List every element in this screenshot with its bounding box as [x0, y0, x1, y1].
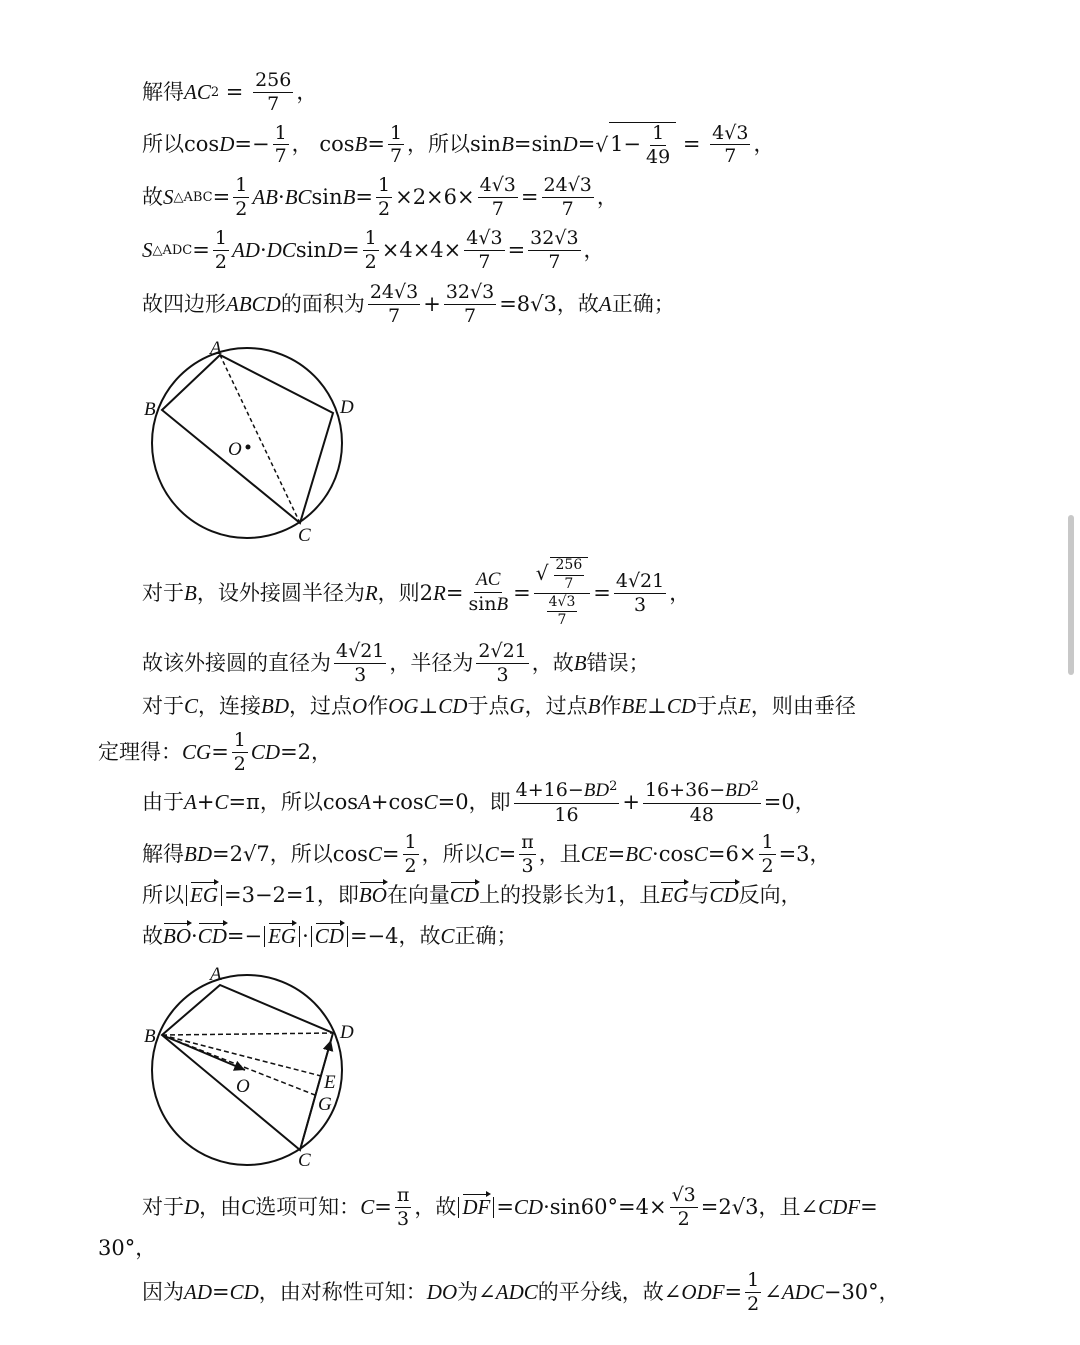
eq-line-12: 所以 EG =3−2=1 ，即 BO 在向量 CD 上的投影长为1，且 EG 与 CD 反向，: [142, 883, 802, 907]
label-a: A: [210, 338, 222, 359]
eq-line-9: 定理得： CG = $\frac{1}{2}$ CD =2，: [98, 729, 333, 775]
text: ，设外接圆半径为: [196, 580, 365, 605]
label-c: C: [298, 525, 311, 545]
text: 在向量: [386, 883, 450, 907]
text: ，即: [316, 883, 359, 907]
text: ，连接: [198, 694, 262, 718]
text: 所以: [142, 132, 184, 157]
text: 正确；: [454, 924, 518, 948]
text: 选项可知：: [255, 1194, 361, 1219]
eq-line-11: 解得 BD =2√7 ，所以 cos C = $\frac{1}{2}$ ，所以 C = $\frac{\pi}{3}$ ，且 CE = BC ·cos C =6× $\frac{1}{2}$ =3，: [142, 831, 831, 877]
diagram-quadrilateral-circle-1: [140, 335, 370, 545]
text: 作: [600, 694, 622, 718]
text: 对于: [142, 1194, 184, 1219]
text: 于点: [696, 694, 739, 718]
text: 定理得：: [98, 739, 182, 764]
text: ，故: [398, 924, 441, 948]
text: 故: [142, 184, 163, 209]
text: ，所以: [407, 132, 471, 157]
label-d: D: [340, 1022, 354, 1043]
text: ，故: [414, 1194, 457, 1219]
scrollbar[interactable]: [1068, 515, 1074, 675]
eq-line-14: 对于 D ，由 C 选项可知： C = $\frac{\pi}{3}$ ，故 DF = CD ·sin60°=4× $\frac{√3}{2}$ =2√3 ，且 ∠ CDF =: [142, 1184, 878, 1230]
text: 作: [367, 694, 389, 718]
text: ，所以: [421, 841, 485, 866]
text: 反向，: [738, 883, 802, 907]
eq-line-8: 对于 C ，连接 BD ，过点 O 作 OG ⊥ CD 于点 G ，过点 B 作 BE ⊥ CD 于点 E ，则由垂径: [142, 694, 856, 718]
text: ，过点: [524, 694, 588, 718]
eq-line-5: 故四边形 ABCD 的面积为 $\frac{24√3}{7}$ + $\frac{32√3}{7}$ =8√3 ，故 A 正确；: [142, 281, 675, 327]
text: 上的投影长为1，且: [479, 883, 661, 907]
text: 于点: [467, 694, 510, 718]
text: ，则: [377, 580, 420, 605]
text: 故: [142, 924, 163, 948]
eq-line-6: 对于 B ，设外接圆半径为 R ，则 2 R = $\frac{AC}{\sin B}$ = √ $\frac{256}{7}$ $\frac{4√3}{7}$ = $\frac{4√21}{3}$ ，: [142, 557, 691, 629]
label-g: G: [318, 1094, 332, 1115]
eq-line-4: S △ADC = $\frac{1}{2}$ AD · DC sin D = $\frac{1}{2}$ ×4×4× $\frac{4√3}{7}$ = $\frac{32√3}{7}$ ，: [142, 227, 605, 273]
text: ，则由垂径: [750, 694, 856, 718]
text: 故该外接圆的直径为: [142, 650, 331, 675]
text: ，所以: [269, 841, 333, 866]
eq-line-1: 解得 AC 2 = $\frac{256}{7}$ ，: [142, 69, 318, 115]
text: 的面积为: [280, 291, 365, 316]
text: 解得: [142, 79, 184, 104]
eq-line-2: 所以 cos D =− $\frac{1}{7}$ ， cos B = $\frac{1}{7}$ ，所以 sin B =sin D = √ 1− $\frac{1}{49}$ = $\frac{4√3}{7}$ ，: [142, 121, 775, 168]
text: ，由对称性可知：: [258, 1279, 427, 1304]
label-b: B: [144, 1026, 156, 1047]
line-bd: [162, 1033, 333, 1035]
eq-line-10: 由于 A + C =π ，所以 cos A +cos C =0 ，即 $\frac{4+16-BD^2}{16}$ + $\frac{16+36-BD^2}{48}$ =0，: [142, 779, 816, 826]
eq-line-7: 故该外接圆的直径为 $\frac{4√21}{3}$ ，半径为 $\frac{2√21}{3}$ ，故 B 错误；: [142, 640, 650, 686]
text: ，故: [556, 291, 599, 316]
text: 对于: [142, 580, 184, 605]
circumcircle: [152, 348, 342, 538]
text: 对于: [142, 694, 184, 718]
eq-line-15: [98, 1238, 156, 1259]
text: 与: [688, 883, 710, 907]
label-a: A: [210, 964, 222, 985]
text: ，故: [531, 650, 574, 675]
text: ，由: [199, 1194, 242, 1219]
text: 所以: [142, 883, 184, 907]
center-point: [246, 445, 251, 450]
diagram-quadrilateral-circle-2: [140, 960, 370, 1170]
text: ，过点: [289, 694, 353, 718]
text: 的平分线，故: [537, 1279, 664, 1304]
label-e: E: [324, 1072, 336, 1093]
text: ，半径为: [389, 650, 474, 675]
eq-line-16: 因为 AD = CD ，由对称性可知： DO 为 ∠ ADC 的平分线，故 ∠ ODF = $\frac{1}{2}$ ∠ ADC −30°，: [142, 1269, 900, 1315]
text: 因为: [142, 1279, 184, 1304]
text: 错误；: [586, 650, 650, 675]
label-o: O: [228, 439, 242, 460]
eq-line-3: 故 S △ABC = $\frac{1}{2}$ AB · BC sin B = $\frac{1}{2}$ ×2×6× $\frac{4√3}{7}$ = $\frac{24√3}{7}$ ，: [142, 174, 618, 220]
text: 由于: [142, 790, 184, 815]
text: 30°，: [98, 1236, 157, 1260]
label-d: D: [340, 397, 354, 418]
quadrilateral-abcd: [162, 355, 333, 523]
text: ，且: [758, 1194, 801, 1219]
text: 故四边形: [142, 291, 226, 316]
label-b: B: [144, 399, 156, 420]
circumcircle: [152, 975, 342, 1165]
text: 正确；: [611, 291, 675, 316]
text: ，所以: [259, 790, 323, 815]
label-o: O: [236, 1076, 250, 1097]
label-c: C: [298, 1150, 311, 1170]
text: ，且: [538, 841, 581, 866]
text: 为: [457, 1279, 479, 1304]
eq-line-13: 故 BO · CD =− EG · CD =−4 ，故 C 正确；: [142, 924, 518, 948]
text: ，即: [468, 790, 511, 815]
text: 解得: [142, 841, 184, 866]
